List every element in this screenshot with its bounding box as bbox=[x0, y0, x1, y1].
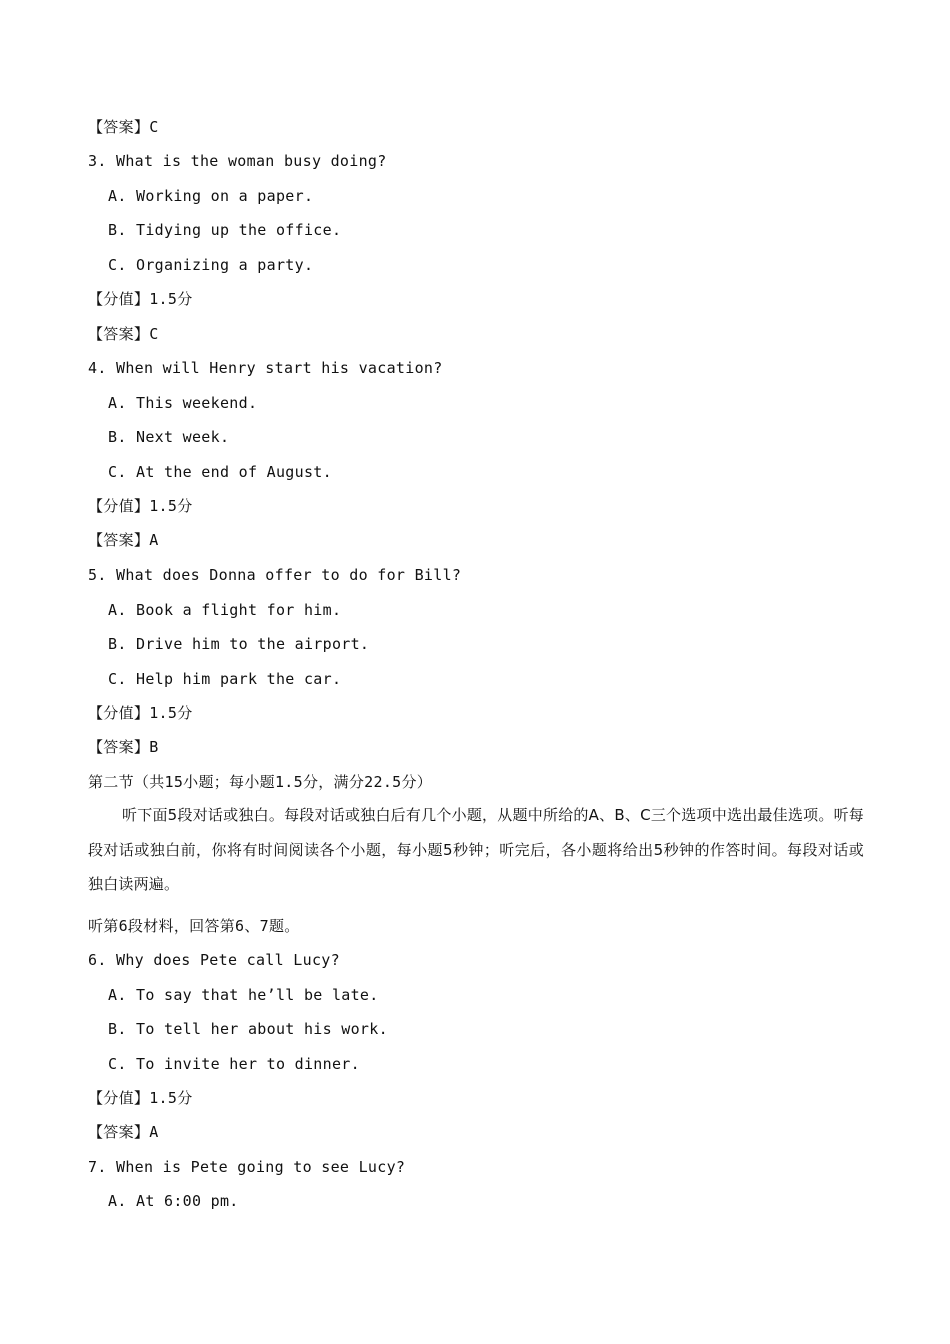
score-line: 【分值】1.5分 bbox=[88, 704, 193, 722]
answer-line: 【答案】C bbox=[88, 118, 159, 136]
question-6: 6. Why does Pete call Lucy? bbox=[88, 951, 340, 969]
option-5c: C. Help him park the car. bbox=[108, 670, 342, 688]
section-instructions: 听下面5段对话或独白。每段对话或独白后有几个小题，从题中所给的A、B、C三个选项中选出最佳选项。听每段对话或独白前，你将有时间阅读各个小题，每小题5秒钟；听完后，各小题将给出5秒钟的作答时间。每段对话或独白读两遍。 bbox=[88, 806, 864, 893]
option-5b: B. Drive him to the airport. bbox=[108, 635, 370, 653]
answer-line: 【答案】A bbox=[88, 531, 159, 549]
answer-line: 【答案】A bbox=[88, 1123, 159, 1141]
option-6c: C. To invite her to dinner. bbox=[108, 1055, 360, 1073]
score-line: 【分值】1.5分 bbox=[88, 497, 193, 515]
answer-line: 【答案】B bbox=[88, 738, 159, 756]
option-6b: B. To tell her about his work. bbox=[108, 1020, 388, 1038]
option-4c: C. At the end of August. bbox=[108, 463, 332, 481]
option-6a: A. To say that he’ll be late. bbox=[108, 986, 379, 1004]
section-heading: 第二节（共15小题；每小题1.5分，满分22.5分） bbox=[88, 773, 433, 791]
material-heading: 听第6段材料，回答第6、7题。 bbox=[88, 917, 300, 935]
option-3c: C. Organizing a party. bbox=[108, 256, 314, 274]
option-4b: B. Next week. bbox=[108, 428, 230, 446]
option-3b: B. Tidying up the office. bbox=[108, 221, 342, 239]
option-7a: A. At 6:00 pm. bbox=[108, 1192, 239, 1210]
option-3a: A. Working on a paper. bbox=[108, 187, 314, 205]
option-5a: A. Book a flight for him. bbox=[108, 601, 342, 619]
question-3: 3. What is the woman busy doing? bbox=[88, 152, 387, 170]
question-5: 5. What does Donna offer to do for Bill? bbox=[88, 566, 462, 584]
score-line: 【分值】1.5分 bbox=[88, 290, 193, 308]
score-line: 【分值】1.5分 bbox=[88, 1089, 193, 1107]
question-7: 7. When is Pete going to see Lucy? bbox=[88, 1158, 406, 1176]
option-4a: A. This weekend. bbox=[108, 394, 258, 412]
answer-line: 【答案】C bbox=[88, 325, 159, 343]
question-4: 4. When will Henry start his vacation? bbox=[88, 359, 443, 377]
